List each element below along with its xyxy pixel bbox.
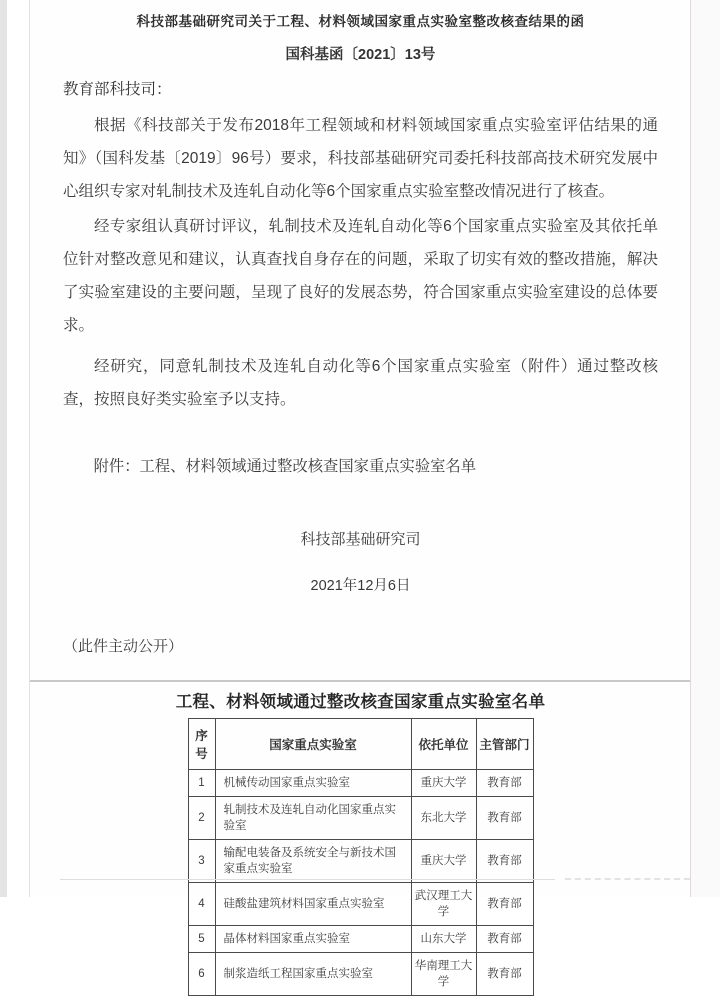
cell-institution: 华南理工大学 — [411, 953, 476, 996]
cell-department: 教育部 — [476, 770, 533, 797]
cell-department: 教育部 — [476, 797, 533, 840]
header-cell-index: 序号 — [188, 719, 215, 770]
cell-lab-name: 制浆造纸工程国家重点实验室 — [215, 953, 411, 996]
cell-index: 1 — [188, 770, 215, 797]
cell-department: 教育部 — [476, 926, 533, 953]
scan-right-margin — [691, 0, 720, 897]
cell-department: 教育部 — [476, 840, 533, 883]
table-row — [188, 797, 533, 840]
table-row — [188, 770, 533, 797]
cell-department: 教育部 — [476, 953, 533, 996]
scan-bottom-artifact-line — [60, 879, 555, 880]
body-paragraph-2: 经专家组认真研讨评议，轧制技术及连轧自动化等6个国家重点实验室及其依托单位针对整改意见和建议，认真查找自身存在的问题，采取了切实有效的整改措施，解决了实验室建设的主要问题，呈现了良好的发展态势，符合国家重点实验室建设的总体要求。 — [63, 218, 658, 334]
cell-index: 5 — [188, 926, 215, 953]
cell-lab-name: 输配电装备及系统安全与新技术国家重点实验室 — [215, 840, 411, 883]
cell-index: 4 — [188, 883, 215, 926]
disclosure-note: （此件主动公开） — [63, 638, 184, 655]
cell-institution: 重庆大学 — [411, 840, 476, 883]
table-row — [188, 926, 533, 953]
body-paragraph-1: 根据《科技部关于发布2018年工程领域和材料领域国家重点实验室评估结果的通知》（国科发基〔2019〕96号）要求，科技部基础研究司委托科技部高技术研究发展中心组织专家对轧制技术及连轧自动化等6个国家重点实验室整改情况进行了核查。 — [63, 117, 658, 200]
cell-lab-name: 晶体材料国家重点实验室 — [215, 926, 411, 953]
cell-institution: 山东大学 — [411, 926, 476, 953]
section-divider — [30, 680, 690, 682]
cell-index: 2 — [188, 797, 215, 840]
document-page — [30, 0, 690, 988]
cell-index: 3 — [188, 840, 215, 883]
table-row — [188, 953, 533, 996]
signature-department: 科技部基础研究司 — [300, 531, 421, 548]
cell-lab-name: 硅酸盐建筑材料国家重点实验室 — [215, 883, 411, 926]
table-row — [188, 840, 533, 883]
scan-bottom-artifact-dashes — [565, 878, 690, 881]
cell-institution: 武汉理工大学 — [411, 883, 476, 926]
labs-table — [188, 718, 534, 996]
cell-institution: 东北大学 — [411, 797, 476, 840]
scan-right-edge-line — [690, 0, 691, 897]
attachment-table-title: 工程、材料领域通过整改核查国家重点实验室名单 — [175, 693, 546, 711]
table-row — [188, 883, 533, 926]
signature-date: 2021年12月6日 — [310, 578, 411, 594]
scan-left-strip — [0, 0, 7, 897]
table-header-row — [188, 719, 533, 770]
cell-lab-name: 机械传动国家重点实验室 — [215, 770, 411, 797]
cell-lab-name: 轧制技术及连轧自动化国家重点实验室 — [215, 797, 411, 840]
body-paragraph-3: 经研究，同意轧制技术及连轧自动化等6个国家重点实验室（附件）通过整改核查，按照良好类实验室予以支持。 — [63, 358, 658, 408]
cell-index: 6 — [188, 953, 215, 996]
header-cell-institution: 依托单位 — [411, 719, 476, 770]
cell-department: 教育部 — [476, 883, 533, 926]
document-title: 科技部基础研究司关于工程、材料领域国家重点实验室整改核查结果的函 — [136, 14, 585, 29]
document-number: 国科基函〔2021〕13号 — [285, 47, 436, 63]
attachment-reference: 附件：工程、材料领域通过整改核查国家重点实验室名单 — [93, 458, 477, 475]
salutation: 教育部科技司： — [63, 81, 172, 98]
header-cell-department: 主管部门 — [476, 719, 533, 770]
cell-institution: 重庆大学 — [411, 770, 476, 797]
header-cell-lab: 国家重点实验室 — [215, 719, 411, 770]
